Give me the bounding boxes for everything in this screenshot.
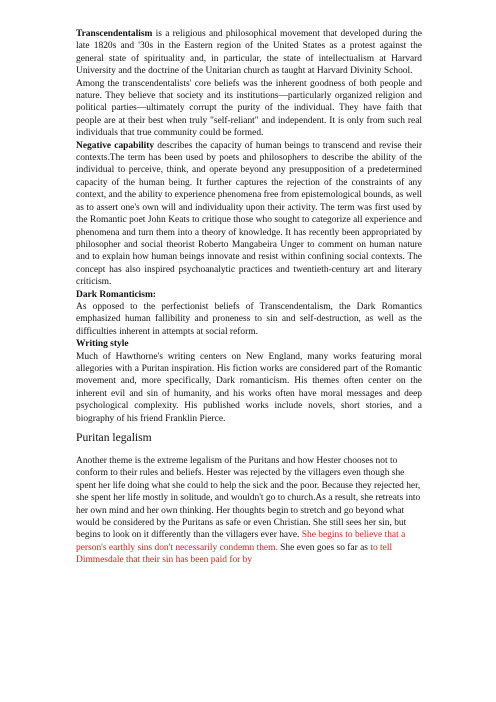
term-transcendentalism: Transcendentalism: [76, 29, 153, 39]
heading-puritan-legalism: Puritan legalism: [76, 431, 152, 444]
paragraph-text: describes the capacity of human beings to transcend and revise their contexts.The term has been used by poets and philosophers to describe the ability of the individual to perceive, think, and operate beyond any presupposition of a predetermined capacity of the human being. It further captures the rejection of the constraints of any context, and the ability to experience phenomena free from epistemological bounds, as well as to assert one's own will and individuality upon their activity. The term was first used by the Romantic poet John Keats to critique those who sought to categorize all experience and phenomena and turn them into a theory of knowledge. It has recently been appropriated by philosopher and social theorist Roberto Mangabeira Unger to comment on human nature and to explain how human beings innovate and resist within confining social contexts. The concept has also inspired psychoanalytic practices and twentieth-century art and literary criticism.: [76, 140, 422, 288]
paragraph-core-beliefs: Among the transcendentalists' core beliefs was the inherent goodness of both people and nature. They believe that society and its institutions—particularly organized religion and political parties—ultimately corrupt the purity of the individual. They have faith that people are at their best when truly "self-reliant" and independent. It is only from such real individuals that true community could be formed.: [76, 78, 422, 139]
paragraph-dark-romanticism: As opposed to the perfectionist beliefs of Transcendentalism, the Dark Romantics emphasized human fallibility and proneness to sin and self-destruction, as well as the difficulties inherent in attempts at social reform.: [76, 301, 422, 337]
paragraph-transcendentalism: [76, 28, 422, 78]
document-page: [76, 28, 422, 567]
highlighted-text: to tell Dimmesdale that their sin has been paid for by: [76, 542, 393, 566]
paragraph-negative-capability: [76, 140, 422, 289]
paragraph-writing-style: Much of Hawthorne's writing centers on New England, many works featuring moral allegories with a Puritan inspiration. His fiction works are considered part of the Romantic movement and, more specifically, Dark romanticism. His themes often center on the inherent evil and sin of humanity, and his works often have moral messages and deep psychological complexity. His published works include novels, short stories, and a biography of his friend Franklin Pierce.: [76, 351, 422, 424]
heading-dark-romanticism: Dark Romanticism:: [76, 289, 156, 300]
paragraph-text: Another theme is the extreme legalism of the Puritans and how Hester chooses not to conform to their rules and beliefs. Hester was rejected by the villagers even though she spent her life doing what she could to help the sick and the poor. Because they rejected her, she spent her life mostly in solitude, and wouldn't go to church.As a result, she retreats into her own mind and her own thinking. Her thoughts begin to stretch and go beyond what would be considered by the Puritans as safe or even Christian. She still sees her sin, but begins to look on it differently than the villagers ever have.: [76, 456, 421, 541]
paragraph-text: She even goes so far as: [277, 542, 371, 553]
term-negative-capability: Negative capability: [76, 140, 155, 151]
paragraph-text: is a religious and philosophical movement that developed during the late 1820s and '30s in the Eastern region of the United States as a protest against the general state of spirituality and, in particular, the state of intellectualism at Harvard University and the doctrine of the Unitarian church as taught at Harvard Divinity School.: [76, 29, 422, 77]
paragraph-puritan-legalism: [76, 455, 422, 567]
highlighted-text: She begins to believe that a person's earthly sins don't necessarily condemn them.: [76, 530, 406, 553]
heading-writing-style: Writing style: [76, 339, 129, 350]
